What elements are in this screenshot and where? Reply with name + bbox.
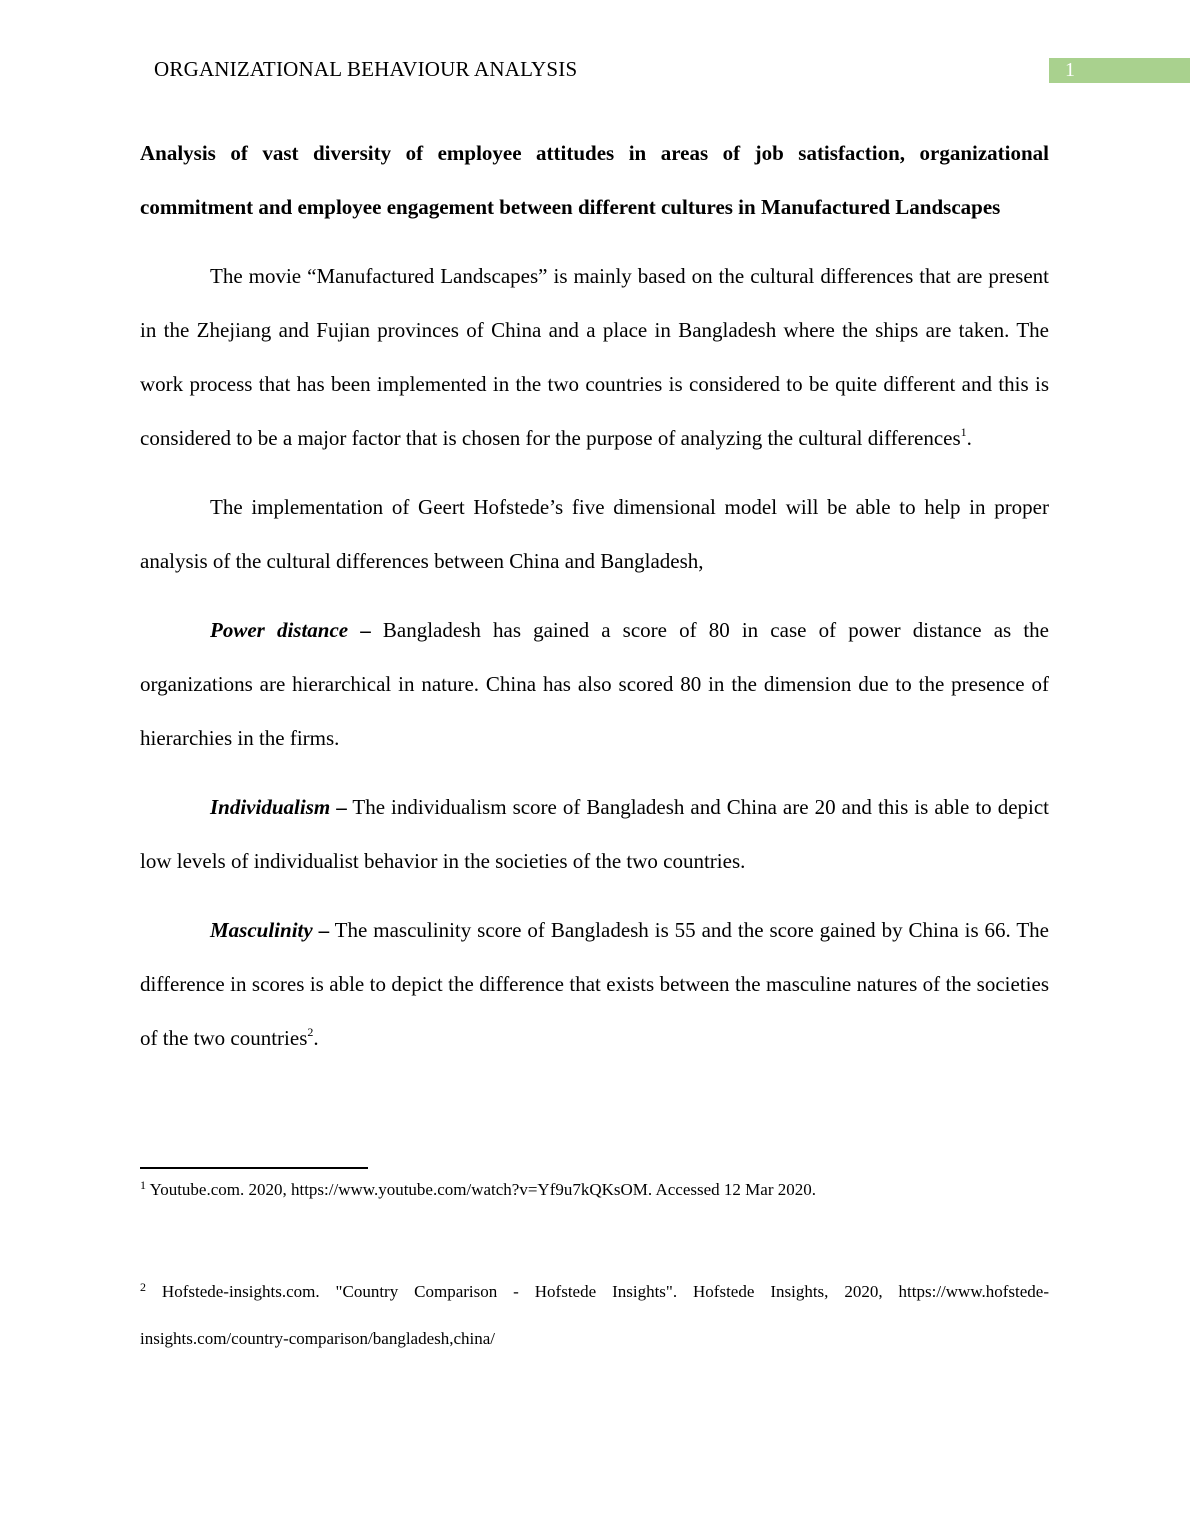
term-dash: – [312,918,330,942]
footnote-1 [140,1177,1049,1203]
paragraph-individualism-text: The individualism score of Bangladesh and China are 20 and this is able to depict low levels of individualist behavior in the societies of the two countries. [140,795,1050,873]
term-individualism: Individualism [210,795,331,819]
footnote-separator [140,1167,368,1169]
term-dash: – [348,618,371,642]
paragraph-masculinity [140,903,1049,1065]
term-masculinity: Masculinity [210,918,313,942]
paragraph-individualism [140,780,1049,888]
footnote-text-2: Hofstede-insights.com. "Country Comparison - Hofstede Insights". Hofstede Insights, 2020, https://www.hofstede-insights.com/country-comparison/bangladesh,china/ [140,1282,1049,1348]
term-dash: – [330,795,347,819]
footnote-reference-2[interactable]: 2 [307,1025,314,1039]
page-number: 1 [1065,59,1075,81]
paragraph-power-distance [140,603,1049,765]
paragraph-power-distance-text: Bangladesh has gained a score of 80 in case of power distance as the organizations are hierarchical in nature. China has also scored 80 in the dimension due to the presence of hierarchies in the firms. [140,618,1050,750]
term-power-distance: Power distance [210,618,349,642]
footnote-number-1: 1 [140,1178,146,1192]
footnote-reference-1[interactable]: 1 [960,425,967,439]
paragraph-intro-text: The movie “Manufactured Landscapes” is mainly based on the cultural differences that are present in the Zhejiang and Fujian provinces of China and a place in Bangladesh where the ships are taken. The work process that has been implemented in the two countries is considered to be quite different and this is considered to be a major factor that is chosen for the purpose of analyzing the cultural differences [140,264,1049,450]
document-body [140,126,1049,1080]
footnote-number-2: 2 [140,1280,146,1294]
paragraph-model [140,480,1049,588]
paragraph-intro [140,249,1049,465]
footnote-text-1: Youtube.com. 2020, https://www.youtube.com/watch?v=Yf9u7kQKsOM. Accessed 12 Mar 2020. [146,1180,816,1199]
paragraph-intro-end: . [966,426,972,450]
running-header-title: ORGANIZATIONAL BEHAVIOUR ANALYSIS [154,57,578,81]
footnote-2 [140,1268,1049,1362]
paragraph-model-text: The implementation of Geert Hofstede’s five dimensional model will be able to help in proper analysis of the cultural differences between China and Bangladesh, [140,495,1049,573]
paragraph-masculinity-end: . [313,1026,319,1050]
section-heading: Analysis of vast diversity of employee attitudes in areas of job satisfaction, organizational commitment and employee engagement between different cultures in Manufactured Landscapes [140,141,1049,219]
page-number-box [1049,58,1190,83]
paragraph-masculinity-text: The masculinity score of Bangladesh is 55 and the score gained by China is 66. The difference in scores is able to depict the difference that exists between the masculine natures of the societies of the two countries [140,918,1049,1050]
